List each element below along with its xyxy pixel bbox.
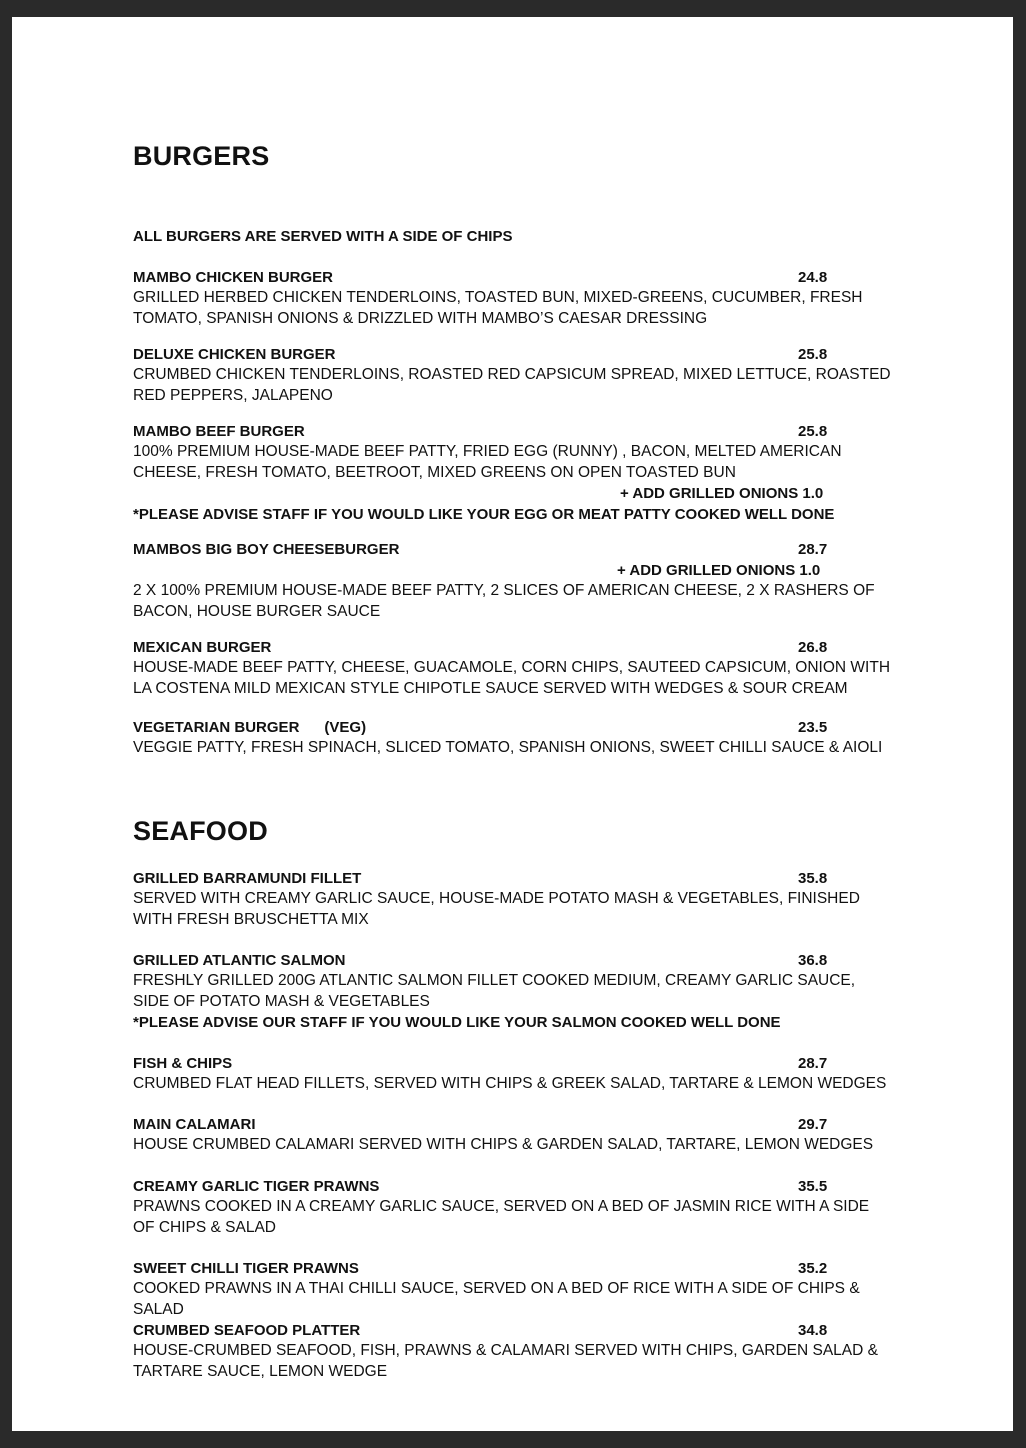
item-name: MEXICAN BURGER <box>133 639 272 656</box>
item-name: DELUXE CHICKEN BURGER <box>133 346 336 363</box>
section-heading-seafood: SEAFOOD <box>133 816 268 846</box>
item-price: 35.5 <box>798 1178 828 1195</box>
item-name: GRILLED BARRAMUNDI FILLET <box>133 870 362 887</box>
item-description: 100% PREMIUM HOUSE-MADE BEEF PATTY, FRIED EGG (RUNNY) , BACON, MELTED AMERICAN CHEESE, FRESH TOMATO, BEETROOT, MIXED GREENS ON OPEN TOASTED BUN <box>133 443 842 481</box>
item-price: 28.7 <box>798 1055 828 1072</box>
item-description: CRUMBED FLAT HEAD FILLETS, SERVED WITH CHIPS & GREEK SALAD, TARTARE & LEMON WEDGES <box>133 1075 887 1092</box>
item-description: GRILLED HERBED CHICKEN TENDERLOINS, TOASTED BUN, MIXED-GREENS, CUCUMBER, FRESH TOMATO, SPANISH ONIONS & DRIZZLED WITH MAMBO’S CAESAR DRESSING <box>133 289 863 327</box>
menu-page <box>12 17 1013 1431</box>
item-description: HOUSE-MADE BEEF PATTY, CHEESE, GUACAMOLE, CORN CHIPS, SAUTEED CAPSICUM, ONION WITH LA COSTENA MILD MEXICAN STYLE CHIPOTLE SAUCE SERVED WITH WEDGES & SOUR CREAM <box>133 659 891 697</box>
item-price: 36.8 <box>798 952 828 969</box>
item-name: FISH & CHIPS <box>133 1055 233 1072</box>
item-addon: + ADD GRILLED ONIONS 1.0 <box>620 485 824 502</box>
item-price: 24.8 <box>798 269 828 286</box>
item-description: COOKED PRAWNS IN A THAI CHILLI SAUCE, SERVED ON A BED OF RICE WITH A SIDE OF CHIPS & SALAD <box>133 1280 860 1318</box>
item-addon: + ADD GRILLED ONIONS 1.0 <box>617 562 821 579</box>
section-heading-burgers: BURGERS <box>133 141 270 171</box>
item-name: CREAMY GARLIC TIGER PRAWNS <box>133 1178 380 1195</box>
item-name: MAMBO CHICKEN BURGER <box>133 269 333 286</box>
item-description: 2 X 100% PREMIUM HOUSE-MADE BEEF PATTY, 2 SLICES OF AMERICAN CHEESE, 2 X RASHERS OF BACON, HOUSE BURGER SAUCE <box>133 582 875 620</box>
item-price: 34.8 <box>798 1322 828 1339</box>
item-price: 25.8 <box>798 423 828 440</box>
item-description: HOUSE-CRUMBED SEAFOOD, FISH, PRAWNS & CALAMARI SERVED WITH CHIPS, GARDEN SALAD & TARTARE SAUCE, LEMON WEDGE <box>133 1342 878 1380</box>
item-price: 29.7 <box>798 1116 828 1133</box>
item-price: 28.7 <box>798 541 828 558</box>
item-price: 35.2 <box>798 1260 828 1277</box>
item-note: *PLEASE ADVISE STAFF IF YOU WOULD LIKE YOUR EGG OR MEAT PATTY COOKED WELL DONE <box>133 506 835 523</box>
item-price: 23.5 <box>798 719 828 736</box>
item-description: PRAWNS COOKED IN A CREAMY GARLIC SAUCE, SERVED ON A BED OF JASMIN RICE WITH A SIDE OF CHIPS & SALAD <box>133 1198 870 1236</box>
item-description: CRUMBED CHICKEN TENDERLOINS, ROASTED RED CAPSICUM SPREAD, MIXED LETTUCE, ROASTED RED PEPPERS, JALAPENO <box>133 366 891 404</box>
item-price: 25.8 <box>798 346 828 363</box>
item-name: MAMBOS BIG BOY CHEESEBURGER <box>133 541 400 558</box>
item-name: VEGETARIAN BURGER (VEG) <box>133 719 367 736</box>
item-note: *PLEASE ADVISE OUR STAFF IF YOU WOULD LIKE YOUR SALMON COOKED WELL DONE <box>133 1014 781 1031</box>
item-description: SERVED WITH CREAMY GARLIC SAUCE, HOUSE-MADE POTATO MASH & VEGETABLES, FINISHED WITH FRESH BRUSCHETTA MIX <box>133 890 860 928</box>
item-description: HOUSE CRUMBED CALAMARI SERVED WITH CHIPS & GARDEN SALAD, TARTARE, LEMON WEDGES <box>133 1136 874 1153</box>
item-name: MAIN CALAMARI <box>133 1116 256 1133</box>
item-description: FRESHLY GRILLED 200G ATLANTIC SALMON FILLET COOKED MEDIUM, CREAMY GARLIC SAUCE, SIDE OF POTATO MASH & VEGETABLES <box>133 972 856 1010</box>
item-price: 26.8 <box>798 639 828 656</box>
item-description: VEGGIE PATTY, FRESH SPINACH, SLICED TOMATO, SPANISH ONIONS, SWEET CHILLI SAUCE & AIOLI <box>133 739 883 756</box>
item-name: CRUMBED SEAFOOD PLATTER <box>133 1322 361 1339</box>
burgers-intro-note: ALL BURGERS ARE SERVED WITH A SIDE OF CHIPS <box>133 228 513 245</box>
item-name: GRILLED ATLANTIC SALMON <box>133 952 346 969</box>
item-name: SWEET CHILLI TIGER PRAWNS <box>133 1260 359 1277</box>
item-name: MAMBO BEEF BURGER <box>133 423 305 440</box>
item-price: 35.8 <box>798 870 828 887</box>
